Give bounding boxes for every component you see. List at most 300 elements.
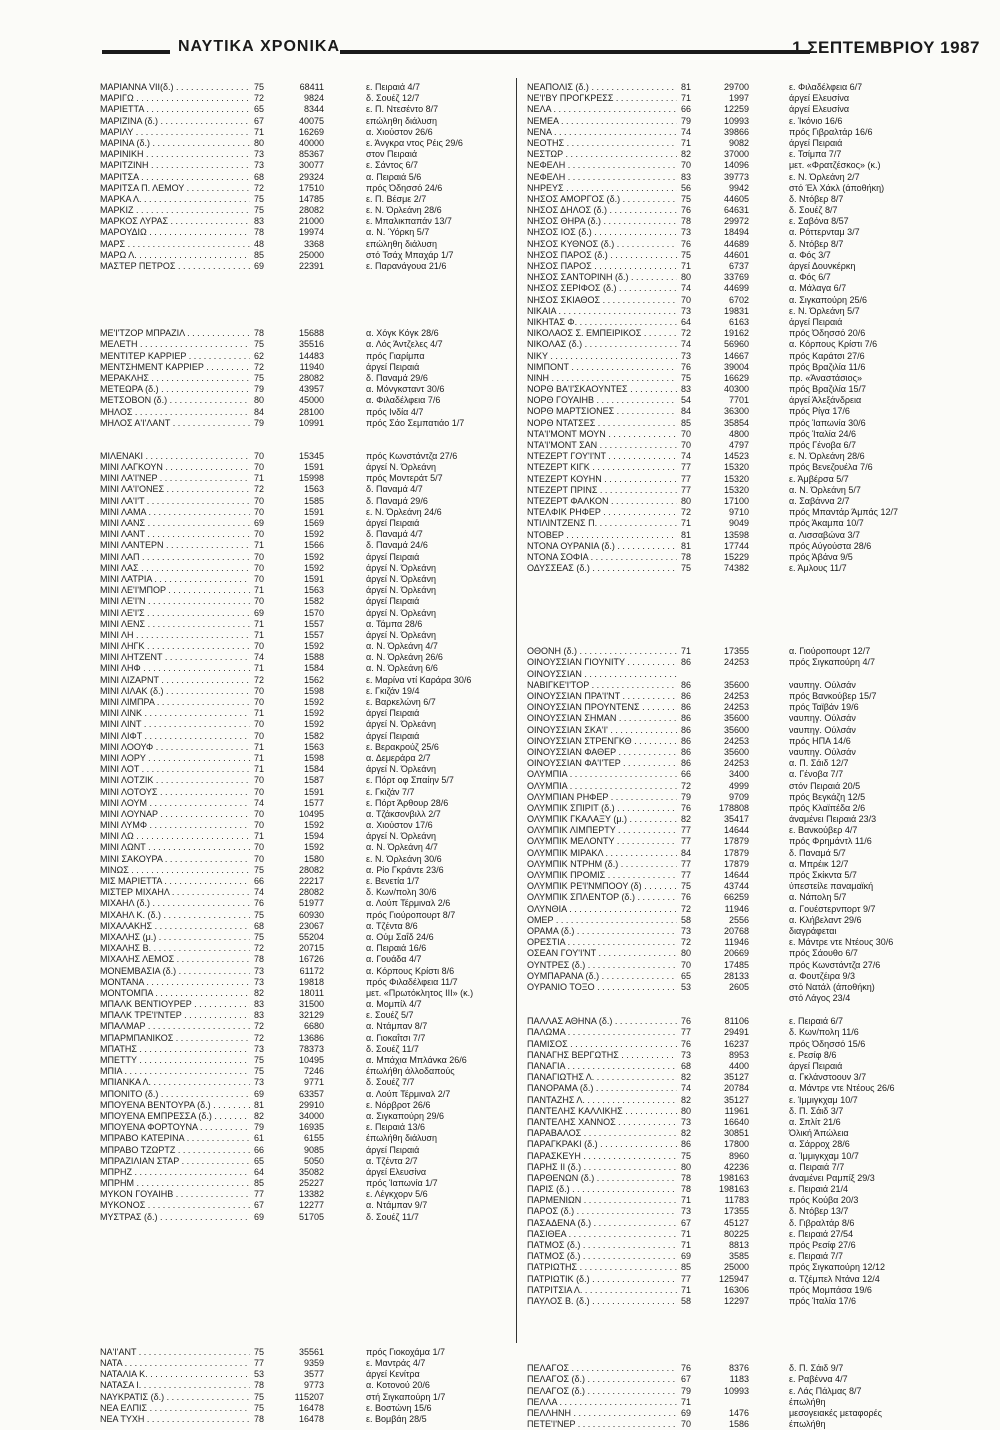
- ship-entry-row: [100, 116, 490, 127]
- ship-name: ΝΙΚΟΛΑΣ (δ.) . . .: [527, 339, 677, 350]
- ship-entry-row: [100, 943, 490, 954]
- ship-name: ΝΟΡΘ ΒΑ'Ι'ΣΚΑΟΥΝΤΕΣ . . .: [527, 384, 677, 395]
- build-year: 79: [681, 1385, 692, 1396]
- ship-name: ΜΑΡΣ . . .: [100, 239, 250, 250]
- tonnage: [701, 669, 753, 680]
- position-note: πρός Όδησσό 24/6: [366, 182, 443, 193]
- tonnage: 7246: [303, 1066, 324, 1077]
- position-note: ε. Σάντος 6/7: [366, 160, 419, 171]
- tonnage: 1580: [303, 853, 324, 864]
- ship-name: ΜΙΝΙ ΛΟΡΥ . . .: [100, 753, 250, 764]
- tonnage: 44689: [723, 238, 749, 249]
- ship-list-section: [100, 82, 490, 272]
- ship-name: ΠΕΛΛΗΝΗ . . .: [527, 1408, 677, 1419]
- ship-entry-row: [100, 496, 490, 507]
- ship-entry-row: [527, 1106, 917, 1117]
- ship-entry-row: [527, 646, 917, 657]
- position-note: ε. Ραβέννα 4/7: [789, 1374, 848, 1385]
- position-note: άργεί Ν. Όρλεάνη: [366, 585, 436, 596]
- position-note: α. Τζέντα 8/6: [366, 920, 418, 931]
- position-note: α. Ν. Όρλεάνη 4/7: [366, 641, 438, 652]
- ship-entry-row: [527, 725, 917, 736]
- ship-entry-row: [527, 747, 917, 758]
- build-year: 73: [681, 925, 692, 936]
- ship-entry-row: [100, 921, 490, 932]
- tonnage: 6155: [303, 1133, 324, 1144]
- build-year: 78: [254, 227, 265, 238]
- ship-name: ΟΛΥΜΠΙΚ ΣΠΛΕΝΤΟΡ (δ.) . . .: [527, 892, 677, 903]
- tonnage: 44601: [723, 249, 749, 260]
- tonnage: 32129: [298, 1010, 324, 1021]
- position-note: πρός Βεγκάζη 12/5: [789, 791, 866, 802]
- ship-name: ΜΙΝΙ ΛΑΝΤΕΡΝ . . .: [100, 540, 250, 551]
- ship-name: ΠΑΤΡΙΤΣΙΑ Λ. . . .: [527, 1285, 677, 1296]
- ship-name: ΜΕΡΑΚΛΗΣ . . .: [100, 373, 250, 384]
- tonnage: 43957: [298, 384, 324, 395]
- build-year: 74: [254, 652, 265, 663]
- position-note: πρός Ρεσίφ 27/6: [789, 1240, 856, 1250]
- ship-name: ΜΙΝΙ ΛΙΝΚ . . .: [100, 708, 250, 719]
- ship-name: ΝΕ'Ι'ΒΥ ΠΡΟΓΚΡΕΣΣ . . .: [527, 93, 677, 104]
- ship-name: ΝΙΚΗΤΑΣ Φ. . . .: [527, 317, 677, 328]
- build-year: 77: [681, 836, 692, 847]
- ship-list-section: [527, 1016, 917, 1307]
- ship-entry-row: [100, 719, 490, 730]
- tonnage: 16269: [298, 126, 324, 137]
- tonnage: 35417: [723, 814, 749, 825]
- build-year: 75: [254, 1346, 265, 1357]
- ship-name: ΜΕΤΕΩΡΑ (δ.) . . .: [100, 384, 250, 395]
- ship-entry-row: [100, 1178, 490, 1189]
- ship-name: ΟΙΝΟΥΣΣΙΑΝ ΦΑΘΕΡ . . .: [527, 747, 677, 758]
- ship-entry-row: [527, 138, 917, 149]
- tonnage: 9359: [303, 1358, 324, 1368]
- build-year: 67: [254, 1200, 265, 1211]
- ship-name: ΜΙΝΙ ΛΟΥΜ . . .: [100, 798, 250, 809]
- ship-name: ΠΑΝΟΡΑΜΑ (δ.) . . .: [527, 1083, 677, 1094]
- ship-entry-row: [100, 1100, 490, 1111]
- build-year: 72: [254, 1021, 265, 1032]
- build-year: 76: [681, 892, 692, 903]
- tonnage: 35600: [723, 746, 749, 757]
- position-note: πρός Γιούροπουρτ 8/7: [366, 909, 456, 920]
- ship-entry-row: [527, 1128, 917, 1139]
- ship-name: ΜΙΝΙ ΛΑΝΣ . . .: [100, 518, 250, 529]
- tonnage: 8813: [728, 1240, 749, 1250]
- tonnage: 33769: [723, 272, 749, 283]
- position-note: α. Λούπ Τέρμιναλ 2/6: [366, 898, 451, 909]
- ship-entry-row: [100, 1066, 490, 1077]
- ship-name: ΟΙΝΟΥΣΣΙΑΝ ΣΚΑ'Ι' . . .: [527, 725, 677, 736]
- build-year: 71: [254, 663, 265, 674]
- position-note: ε. Ίκόνιο 16/6: [789, 115, 843, 126]
- ship-entry-row: [100, 1021, 490, 1032]
- position-note: α. Ούμ Σαΐδ 24/6: [366, 931, 434, 942]
- ship-entry-row: [100, 831, 490, 842]
- ship-name: ΠΑΝΤΑΖΗΣ Λ. . . .: [527, 1095, 677, 1106]
- position-note: ε. Βερακρούζ 25/6: [366, 741, 439, 752]
- ship-entry-row: [527, 1162, 917, 1173]
- ship-name: ΝΤΕΖΕΡΤ ΦΑΛΚΟΝ . . .: [527, 496, 677, 507]
- ship-entry-row: [100, 328, 490, 339]
- build-year: 71: [681, 1284, 692, 1295]
- build-year: 70: [254, 551, 265, 562]
- position-note: πρός Βενεζουέλα 7/6: [789, 462, 873, 473]
- build-year: 82: [681, 1128, 692, 1139]
- ship-entry-row: [527, 82, 917, 93]
- ship-entry-row: [527, 713, 917, 724]
- ship-name: ΜΠΡΑΒΟ ΚΑΤΕΡΙΝΑ . . .: [100, 1133, 250, 1144]
- position-note: ε. Ν. Όρλεάνη 28/6: [789, 451, 865, 462]
- position-note: πρός Φρημάντλ 11/6: [789, 836, 872, 847]
- tonnage: 1563: [303, 585, 324, 596]
- tonnage: 35127: [723, 1072, 749, 1083]
- ship-name: ΜΑΡΙΤΣΑ Π. ΛΕΜΟΥ . . .: [100, 183, 250, 194]
- ship-entry-row: [100, 574, 490, 585]
- position-note: ε. Μαρίνα ντί Καράρα 30/6: [366, 674, 472, 685]
- ship-name: ΜΑΡΙΤΣΑ . . .: [100, 172, 250, 183]
- ship-entry-row: [100, 753, 490, 764]
- ship-name: ΜΙΝΩΣ . . .: [100, 865, 250, 876]
- position-note: ύπεστείλε παναμαϊκή: [789, 881, 874, 892]
- build-year: 72: [254, 484, 265, 495]
- tonnage: 1584: [303, 764, 324, 775]
- ship-name: ΜΙΧΑΗΛ (δ.) . . .: [100, 898, 250, 909]
- build-year: 86: [681, 713, 692, 724]
- ship-entry-row: [527, 250, 917, 261]
- tonnage: 1592: [303, 719, 324, 730]
- ship-name: ΜΕΛΕΤΗ . . .: [100, 339, 250, 350]
- ship-entry-row: [527, 261, 917, 272]
- position-note: ε. Πειραιά 7/7: [789, 1251, 844, 1262]
- build-year: 71: [681, 1240, 692, 1250]
- ship-list-section: [527, 82, 917, 574]
- ship-entry-row: [527, 803, 917, 814]
- build-year: 70: [254, 775, 265, 786]
- position-note: α. Δεμεράρα 2/7: [366, 752, 431, 763]
- ship-name: ΟΡΕΣΤΙΑ . . .: [527, 937, 677, 948]
- build-year: 77: [681, 484, 692, 495]
- build-year: 76: [681, 238, 692, 249]
- position-note: α. Ν. Ύόρκη 5/7: [366, 227, 430, 238]
- tonnage: 39773: [723, 171, 749, 182]
- ship-entry-row: [527, 1072, 917, 1083]
- ship-name: ΠΑΤΡΙΩΤΙΚ (δ.) . . .: [527, 1274, 677, 1285]
- ship-name: ΝΕΑ ΤΥΧΗ . . .: [100, 1414, 250, 1425]
- tonnage: 19162: [723, 328, 749, 339]
- position-note: ε. Ν. Όρλεάνη 5/7: [789, 305, 860, 316]
- tonnage: 74382: [723, 563, 749, 574]
- ship-name: ΜΑΡΚΟΣ ΛΥΡΑΣ . . .: [100, 216, 250, 227]
- page-header: [102, 38, 980, 62]
- tonnage: 17355: [723, 1206, 749, 1217]
- build-year: 70: [254, 685, 265, 696]
- ship-name: ΝΗΣΟΣ ΣΚΙΑΘΟΣ . . .: [527, 295, 677, 306]
- build-year: 70: [254, 842, 265, 853]
- ship-name: ΜΙΝΙ ΛΗΤΖΕΝΤ . . .: [100, 652, 250, 663]
- ship-list-section: [527, 1363, 917, 1430]
- build-year: 74: [681, 126, 692, 137]
- position-note: ε. Σαβόνα 8/57: [789, 216, 849, 227]
- tonnage: 6680: [303, 1021, 324, 1032]
- position-note: ε. Πόρτ Άρθουρ 28/6: [366, 797, 449, 808]
- tonnage: 17744: [723, 540, 749, 551]
- ship-name: ΜΑΡΩ Λ. . . .: [100, 250, 250, 261]
- ship-name: ΜΙΝΙ ΛΟΤΖΙΚ . . .: [100, 775, 250, 786]
- position-note: μετ. «Πρωτόκλητος III» (κ.): [366, 987, 474, 998]
- ship-name: ΠΕΤΕ'Ι'ΝΕΡ . . .: [527, 1419, 677, 1430]
- ship-entry-row: [100, 563, 490, 574]
- build-year: 69: [254, 1211, 265, 1222]
- tonnage: 14523: [723, 451, 749, 462]
- position-note: δ. Παναμά 24/6: [366, 540, 428, 551]
- position-note: στό Λάγος 23/4: [789, 993, 851, 1004]
- ship-entry-row: [527, 1374, 917, 1385]
- position-note: α. Λισσαβώνα 3/7: [789, 529, 860, 540]
- ship-entry-row: [527, 339, 917, 350]
- build-year: 69: [254, 607, 265, 618]
- ship-name: ΝΗΡΕΥΣ . . .: [527, 183, 677, 194]
- ship-name: ΜΠΡΑΖΙΛΙΑΝ ΣΤΑΡ . . .: [100, 1156, 250, 1167]
- ship-entry-row: [527, 462, 917, 473]
- build-year: 56: [681, 182, 692, 193]
- build-year: 84: [681, 847, 692, 858]
- ship-entry-row: [527, 1386, 917, 1397]
- ship-name: ΜΠΡΗΜ . . .: [100, 1178, 250, 1189]
- position-note: άργεί Ν. Όρλεάνη: [366, 562, 436, 573]
- ship-list-section: [100, 451, 490, 1223]
- ship-name: ΟΥΜΠΑΡΑΝΑ (δ.) . . .: [527, 971, 677, 982]
- ship-name: ΜΙΝΙ ΛΟΤΟΥΣ . . .: [100, 787, 250, 798]
- position-note: α. Ρόττερνταμ 3/7: [789, 227, 860, 238]
- tonnage: 13382: [298, 1189, 324, 1200]
- tonnage: 28100: [298, 406, 324, 417]
- position-note: μετ. «Φρατζέσκος» (κ.): [789, 160, 881, 171]
- build-year: 80: [254, 395, 265, 406]
- build-year: 69: [254, 1088, 265, 1099]
- ship-name: ΝΙΚΥ . . .: [527, 351, 677, 362]
- ship-name: ΜΙΝΙ ΛΟΤ . . .: [100, 764, 250, 775]
- position-note: πρός Σιγκαπούρη 4/7: [789, 657, 875, 668]
- ship-name: ΜΙΝΙ ΛΑΜΑ . . .: [100, 507, 250, 518]
- ship-name: ΠΑΤΡΙΩΤΗΣ . . .: [527, 1262, 677, 1273]
- tonnage: 1591: [303, 573, 324, 584]
- position-note: α. Φός 6/7: [789, 272, 831, 283]
- tonnage: 1592: [303, 820, 324, 831]
- position-note: πρός Σκίκντα 5/7: [789, 870, 857, 880]
- position-note: στό Νατάλ (άποθήκη): [789, 981, 875, 992]
- ship-entry-row: [100, 585, 490, 596]
- ship-name: ΝΗΣΟΣ ΘΗΡΑ (δ.) . . .: [527, 216, 677, 227]
- build-year: 75: [254, 909, 265, 920]
- ship-entry-row: [527, 982, 917, 993]
- build-year: 86: [681, 702, 692, 713]
- tonnage: 15998: [298, 473, 324, 484]
- tonnage: 31500: [298, 999, 324, 1010]
- ship-name: ΟΛΥΜΠΙΚ ΓΚΑΛΑΞΥ (μ.) . . .: [527, 814, 677, 825]
- ship-entry-row: [100, 518, 490, 529]
- ship-entry-row: [100, 1167, 490, 1178]
- ship-name: ΝΕΣΤΩΡ . . .: [527, 149, 677, 160]
- ship-entry-row: [100, 630, 490, 641]
- ship-entry-row: [100, 507, 490, 518]
- build-year: 77: [681, 1273, 692, 1284]
- build-year: 70: [254, 786, 265, 797]
- ship-name: ΠΑΝΑΓΗΣ ΒΕΡΓΩΤΗΣ . . .: [527, 1050, 677, 1061]
- ship-name: ΜΑΡΙΕΤΤΑ . . .: [100, 104, 250, 115]
- tonnage: 60930: [298, 909, 324, 920]
- position-note: α. Φιλαδέλφεια 7/6: [366, 395, 441, 406]
- ship-name: ΜΠΙΑΝΚΑ Λ. . . .: [100, 1077, 250, 1088]
- ship-entry-row: [527, 406, 917, 417]
- tonnage: 55204: [298, 931, 324, 942]
- tonnage: 1582: [303, 730, 324, 741]
- ship-entry-row: [100, 708, 490, 719]
- build-year: 73: [681, 1116, 692, 1127]
- position-note: δ. Παναμά 29/6: [366, 372, 428, 383]
- ship-entry-row: [100, 1145, 490, 1156]
- tonnage: 35561: [298, 1346, 324, 1357]
- ship-name: ΜΑΡΙΤΖΙΝΗ . . .: [100, 160, 250, 171]
- tonnage: 16629: [723, 372, 749, 383]
- tonnage: 51977: [298, 898, 324, 909]
- build-year: 82: [681, 1072, 692, 1083]
- position-note: α. Πειραιά 5/6: [366, 171, 422, 182]
- build-year: 86: [681, 1139, 692, 1150]
- build-year: 53: [681, 981, 692, 992]
- tonnage: 56960: [723, 339, 749, 350]
- ship-entry-row: [527, 1095, 917, 1106]
- ship-name: ΝΟΡΘ ΓΟΥΑΙΗΒ . . .: [527, 395, 677, 406]
- tonnage: 16306: [723, 1284, 749, 1295]
- tonnage: 35127: [723, 1094, 749, 1105]
- ship-name: ΜΑΡΙΝΙΚΗ . . .: [100, 149, 250, 160]
- tonnage: 63357: [298, 1088, 324, 1099]
- tonnage: 23067: [298, 920, 324, 931]
- tonnage: 24253: [723, 657, 749, 668]
- position-note: άργεί Ν. Όρλεάνη: [366, 607, 436, 618]
- tonnage: 15229: [723, 551, 749, 562]
- ship-name: ΟΙΝΟΥΣΣΙΑΝ . . .: [527, 669, 677, 680]
- ship-entry-row: [100, 686, 490, 697]
- ship-name: ΜΙΝΙ ΛΑΠ . . .: [100, 552, 250, 563]
- position-note: άργεί Πειραιά: [789, 137, 843, 148]
- build-year: 73: [254, 976, 265, 987]
- ship-name: ΜΙΝΙ ΛΑΤΡΙΑ . . .: [100, 574, 250, 585]
- ship-entry-row: [527, 993, 917, 1004]
- tonnage: 6702: [728, 294, 749, 305]
- build-year: 69: [681, 1407, 692, 1418]
- ship-name: ΠΑΡΘΕΝΩΝ (δ.) . . .: [527, 1173, 677, 1184]
- build-year: 72: [681, 328, 692, 339]
- build-year: 77: [254, 1358, 265, 1368]
- ship-entry-row: [527, 507, 917, 518]
- position-note: δ. Σουέζ 11/7: [366, 1211, 419, 1222]
- position-note: ε. Ν. Όρλεάνη 28/6: [366, 205, 442, 216]
- position-note: ε. Πειραιά 13/6: [366, 1122, 426, 1133]
- position-note: έπωλήθη: [789, 1396, 826, 1407]
- ship-entry-row: [100, 954, 490, 965]
- tonnage: 3585: [728, 1251, 749, 1262]
- build-year: 78: [681, 1172, 692, 1183]
- ship-name: ΠΕΛΑΓΟΣ (δ.) . . .: [527, 1374, 677, 1385]
- ship-entry-row: [527, 1117, 917, 1128]
- build-year: 73: [681, 1049, 692, 1060]
- tonnage: 1588: [303, 652, 324, 663]
- tonnage: 80225: [723, 1228, 749, 1239]
- position-note: πρός Σιγκαπούρη 12/12: [789, 1262, 885, 1273]
- tonnage: 125947: [718, 1273, 749, 1284]
- tonnage: 9824: [303, 93, 324, 104]
- position-note: α. Φουτζέιρα 9/3: [789, 970, 856, 981]
- build-year: 66: [681, 769, 692, 780]
- ship-name: ΟΛΥΜΠΙΑΝ ΡΗΦΕΡ . . .: [527, 792, 677, 803]
- tonnage: 37000: [723, 149, 749, 160]
- build-year: 82: [681, 149, 692, 160]
- ship-name: ΜΠΑΡΜΠΑΝΙΚΟΣ . . .: [100, 1033, 250, 1044]
- position-note: πρός Μοντεράτ 5/7: [366, 473, 443, 484]
- ship-name: ΝΗΣΟΣ ΠΑΡΟΣ . . .: [527, 261, 677, 272]
- ship-name: ΜΠΑΛΚ ΒΕΝΤΙΟΥΡΕΡ . . .: [100, 999, 250, 1010]
- ship-entry-row: [527, 825, 917, 836]
- ship-name: ΜΙΝΙ ΛΑΣ . . .: [100, 563, 250, 574]
- ship-name: ΝΤΙΛΙΝΤΖΕΝΣ Π. . . .: [527, 518, 677, 529]
- tonnage: 1562: [303, 674, 324, 685]
- ship-entry-row: [527, 440, 917, 451]
- tonnage: 2605: [728, 981, 749, 992]
- position-note: α. Μπάχια Μπλάνκα 26/6: [366, 1055, 467, 1065]
- tonnage: 29324: [298, 171, 324, 182]
- build-year: 82: [254, 1110, 265, 1121]
- ship-name: ΟΛΥΝΘΙΑ . . .: [527, 904, 677, 915]
- tonnage: 15320: [723, 462, 749, 473]
- position-note: άργεί Ν. Όρλεάνη: [366, 831, 436, 842]
- tonnage: 1592: [303, 529, 324, 540]
- ship-entry-row: [527, 781, 917, 792]
- build-year: 76: [254, 898, 265, 909]
- tonnage: 78373: [298, 1043, 324, 1054]
- position-note: α. Χιούστον 26/6: [366, 126, 433, 137]
- tonnage: 29910: [298, 1099, 324, 1110]
- build-year: 80: [681, 948, 692, 959]
- build-year: 76: [681, 802, 692, 813]
- ship-entry-row: [527, 669, 917, 680]
- tonnage: 30077: [298, 160, 324, 171]
- build-year: 76: [681, 205, 692, 216]
- position-note: ε. Βανκούβερ 4/7: [789, 825, 858, 836]
- ship-name: ΝΙΚΑΙΑ . . .: [527, 306, 677, 317]
- build-year: 85: [681, 1262, 692, 1273]
- ship-name: ΝΤΑ'Ι'ΜΟΝΤ ΣΑΝ . . .: [527, 440, 677, 451]
- build-year: 70: [254, 820, 265, 831]
- ship-name: ΝΕΜΕΑ . . .: [527, 116, 677, 127]
- ship-entry-row: [527, 317, 917, 328]
- ship-entry-row: [527, 881, 917, 892]
- position-note: άργεί Άλεξάνδρεια: [789, 395, 862, 406]
- ship-name: ΠΑΝΑΓΙΩΤΗΣ Λ. . . .: [527, 1072, 677, 1083]
- build-year: 71: [254, 708, 265, 719]
- ship-name: ΝΕΛΑ . . .: [527, 104, 677, 115]
- build-year: 70: [681, 1419, 692, 1430]
- tonnage: 28133: [723, 970, 749, 981]
- ship-entry-row: [100, 652, 490, 663]
- ship-entry-row: [100, 462, 490, 473]
- tonnage: 1598: [303, 685, 324, 696]
- ship-entry-row: [100, 484, 490, 495]
- tonnage: 1592: [303, 708, 324, 719]
- ship-entry-row: [527, 518, 917, 529]
- tonnage: 18494: [723, 227, 749, 238]
